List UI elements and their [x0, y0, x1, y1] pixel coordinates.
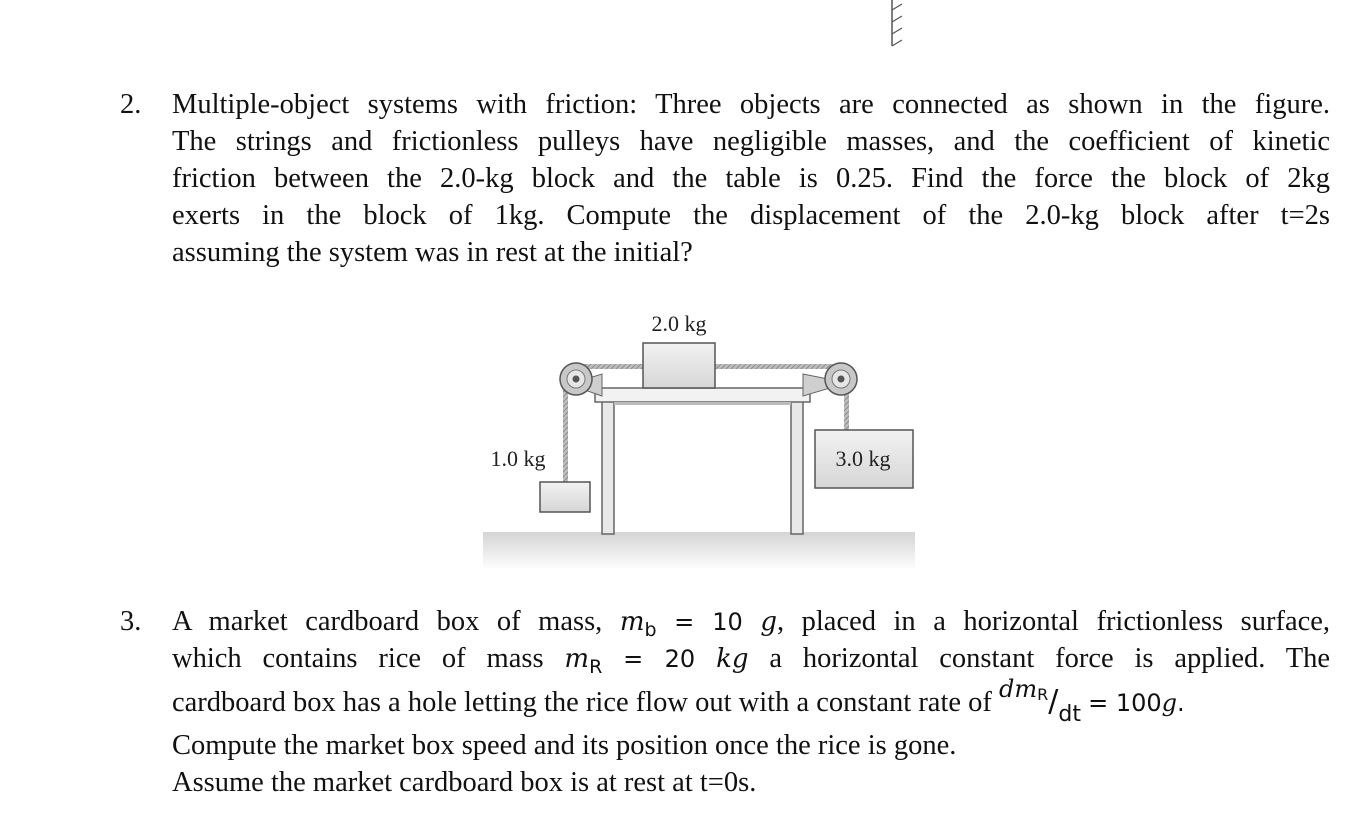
problem-3-line-5: Assume the market cardboard box is at rest at t=0s.	[172, 767, 757, 798]
pulley-right	[825, 363, 857, 395]
rate-fraction: dmR/dt	[999, 675, 1081, 727]
pulley-left	[560, 363, 592, 395]
problem-3-line-2: which contains rice of mass $m_R = 20$ kg a horizontal constant force is applied. The	[172, 643, 1331, 678]
block-2kg	[643, 343, 715, 388]
mass-rice-symbol: $m_R$	[564, 644, 603, 678]
label-1kg: 1.0 kg	[490, 446, 546, 471]
problem-2	[120, 86, 1330, 271]
block-1kg	[540, 482, 590, 512]
problem-2-line-1: Multiple-object systems with friction: Three objects are connected as shown in the figure.	[172, 89, 1330, 120]
floor	[483, 532, 915, 570]
rope-top-right	[715, 364, 835, 369]
problem-3-text	[172, 603, 1330, 801]
problem-2-text	[172, 86, 1330, 271]
problem-3-number: 3.	[120, 606, 142, 637]
table-leg-right	[791, 400, 803, 534]
rate-value: = 100g.	[1088, 689, 1185, 717]
table-top	[595, 388, 810, 402]
label-2kg: 2.0 kg	[651, 311, 707, 336]
table-leg-left	[602, 400, 614, 534]
problem-2-line-3: friction between the 2.0-kg block and the table is 0.25. Find the force the block of 2kg	[172, 163, 1330, 194]
ceiling-hatch-mark	[880, 0, 910, 50]
label-3kg: 3.0 kg	[835, 446, 891, 471]
problem-2-number: 2.	[120, 89, 142, 120]
problem-2-line-5: assuming the system was in rest at the initial?	[172, 237, 693, 268]
mass-box-symbol: $m_b$	[619, 607, 657, 641]
problem-3	[120, 603, 1330, 801]
pulley-system-diagram	[475, 300, 925, 575]
problem-2-line-4: exerts in the block of 1kg. Compute the displacement of the 2.0-kg block after t=2s	[172, 200, 1330, 231]
problem-2-line-2: The strings and frictionless pulleys have negligible masses, and the coefficient of kinetic	[172, 126, 1330, 157]
rope-left-vertical	[563, 378, 568, 482]
problem-3-line-1: A market cardboard box of mass, $m_b = 10$ g, placed in a horizontal frictionless surface,	[172, 606, 1331, 641]
problem-3-line-3: cardboard box has a hole letting the rice flow out with a constant rate of dmR/dt = 100g.	[172, 675, 1185, 727]
pulley-system-figure	[475, 300, 925, 575]
problem-3-line-4: Compute the market box speed and its position once the rice is gone.	[172, 730, 957, 761]
